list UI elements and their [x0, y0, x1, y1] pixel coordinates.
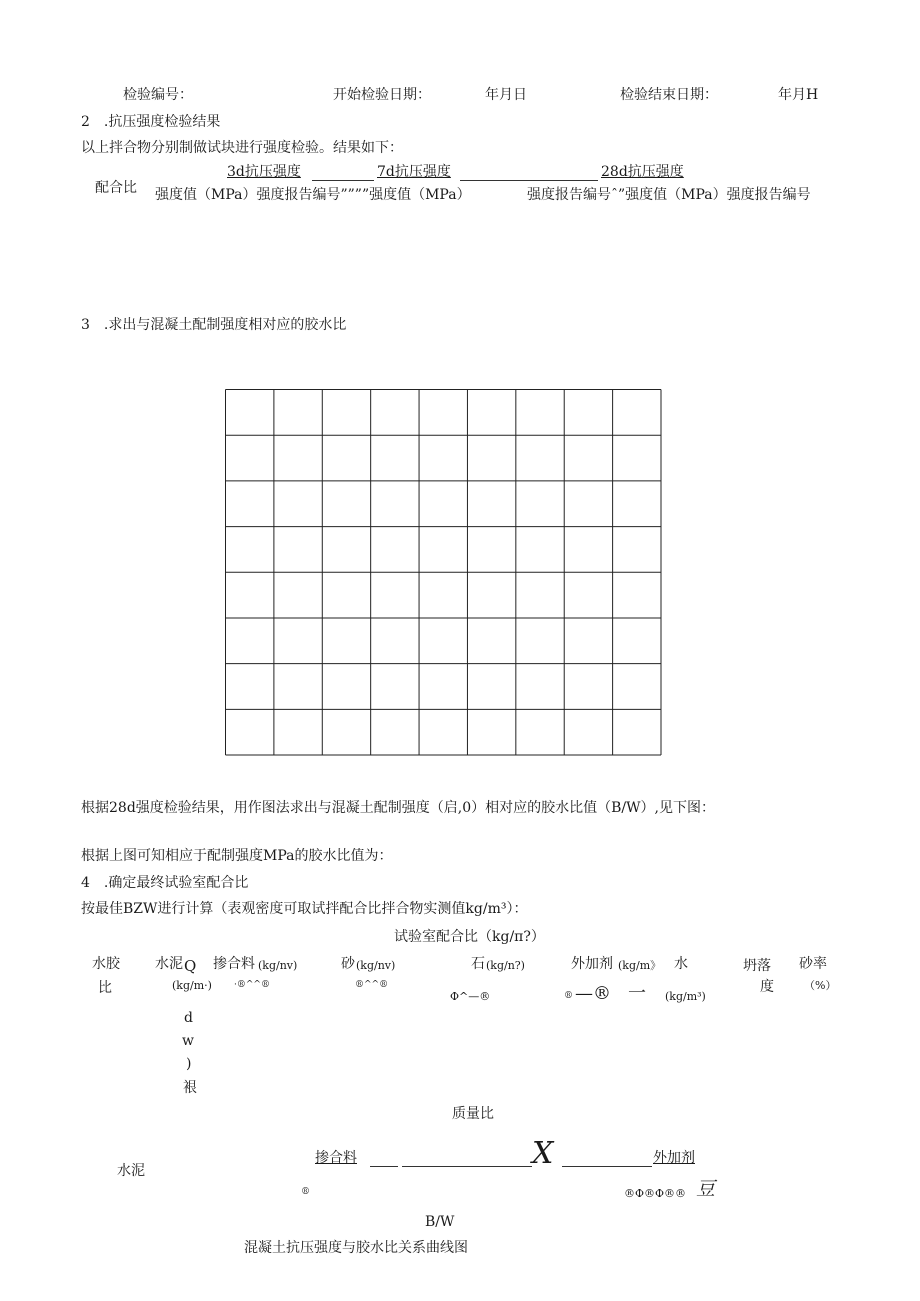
col-28d-strength: 28d抗压强度 [601, 164, 684, 180]
col-mix-ratio: 配合比 [95, 180, 137, 196]
sub-header-row-1: 强度值（MPa）强度报告编号””””强度值（MPa） [155, 187, 471, 203]
mass-mark-left: ® [301, 1187, 310, 1197]
curve-caption: 混凝土抗压强度与胶水比关系曲线图 [244, 1240, 468, 1256]
mass-additive-label: 外加剂 [653, 1150, 695, 1166]
cement-paren-mark: ) [186, 1056, 192, 1072]
cement-w-mark: w [182, 1033, 194, 1049]
slump-header-1: 坍落 [743, 958, 771, 974]
mass-ratio-label: 质量比 [452, 1106, 494, 1122]
cement-gen-mark: 裉 [183, 1080, 197, 1096]
mass-underline-2 [402, 1166, 532, 1167]
additive-symbol-1: ® [564, 991, 573, 1001]
cement-q-mark: Q [184, 957, 197, 975]
stone-symbols: Φ^—® [450, 990, 491, 1003]
strength-plot-grid [225, 389, 662, 756]
end-date-label: 检验结束日期： [620, 87, 718, 103]
start-date-value: 年月日 [485, 87, 527, 103]
wb-ratio-header-2: 比 [98, 980, 112, 996]
inspection-no-label: 检验编号： [123, 87, 193, 103]
additive-header: 外加剂 [571, 956, 613, 972]
wb-ratio-header-1: 水胶 [92, 956, 120, 972]
mass-cement-label: 水泥 [117, 1163, 145, 1179]
additive-symbol-3: 一 [628, 983, 646, 1004]
water-unit: (kg/m³) [665, 990, 706, 1003]
header-underline-2 [460, 180, 598, 181]
section-2-title: 2 .抗压强度检验结果 [81, 114, 221, 130]
cement-unit: (kg/m·) [172, 979, 212, 992]
additive-unit: (kg/m》 [618, 959, 662, 972]
start-date-label: 开始检验日期： [333, 87, 431, 103]
header-underline-1 [312, 180, 374, 181]
stone-unit: (kg/n?) [486, 959, 525, 972]
mass-underline-1 [370, 1166, 398, 1167]
mass-underline-3 [562, 1166, 652, 1167]
section-4-intro: 按最佳BZW进行计算（表观密度可取试拌配合比拌合物实测值kg/m³）： [81, 901, 528, 917]
sand-ratio-header-2: （%） [804, 979, 837, 992]
mass-admixture-label: 掺合料 [315, 1150, 357, 1166]
cement-header: 水泥 [155, 956, 183, 972]
slump-header-2: 度 [760, 979, 774, 995]
col-3d-strength: 3d抗压强度 [227, 164, 301, 180]
bw-axis-label: B/W [425, 1214, 455, 1230]
water-header: 水 [674, 956, 688, 972]
section-2-intro: 以上拌合物分别制做试块进行强度检验。结果如下： [81, 140, 403, 156]
additive-symbol-2: —® [575, 983, 611, 1004]
admixture-symbols: ·®^^® [234, 980, 270, 990]
end-date-value: 年月H [778, 87, 819, 103]
mass-bean-mark: 豆 [696, 1178, 716, 1200]
col-7d-strength: 7d抗压强度 [377, 164, 451, 180]
stone-header: 石 [471, 956, 485, 972]
sub-header-row-2: 强度报告编号ˆ”强度值（MPa）强度报告编号 [527, 187, 811, 203]
ratio-result-text: 根据上图可知相应于配制强度MPa的胶水比值为： [81, 848, 393, 864]
sand-symbols: ®^^® [355, 980, 389, 990]
admixture-unit: (kg/nv) [258, 959, 298, 972]
sand-header: 砂 [341, 956, 355, 972]
section-4-title: 4 .确定最终试验室配合比 [81, 875, 249, 891]
sand-ratio-header-1: 砂率 [799, 956, 827, 972]
section-3-title: 3 .求出与混凝土配制强度相对应的胶水比 [81, 317, 347, 333]
sand-unit: (kg/nv) [356, 959, 396, 972]
lab-mix-table-title: 试验室配合比（kg/π?） [394, 929, 545, 945]
cement-d-mark: d [184, 1010, 193, 1026]
mass-mark-right: ®Φ®Φ®® [624, 1187, 687, 1200]
admixture-header: 掺合料 [213, 956, 255, 972]
mass-x-mark: X [532, 1136, 554, 1171]
graphing-method-text: 根据28d强度检验结果，用作图法求出与混凝土配制强度（启,0）相对应的胶水比值（B/W）,见下图： [81, 800, 715, 816]
